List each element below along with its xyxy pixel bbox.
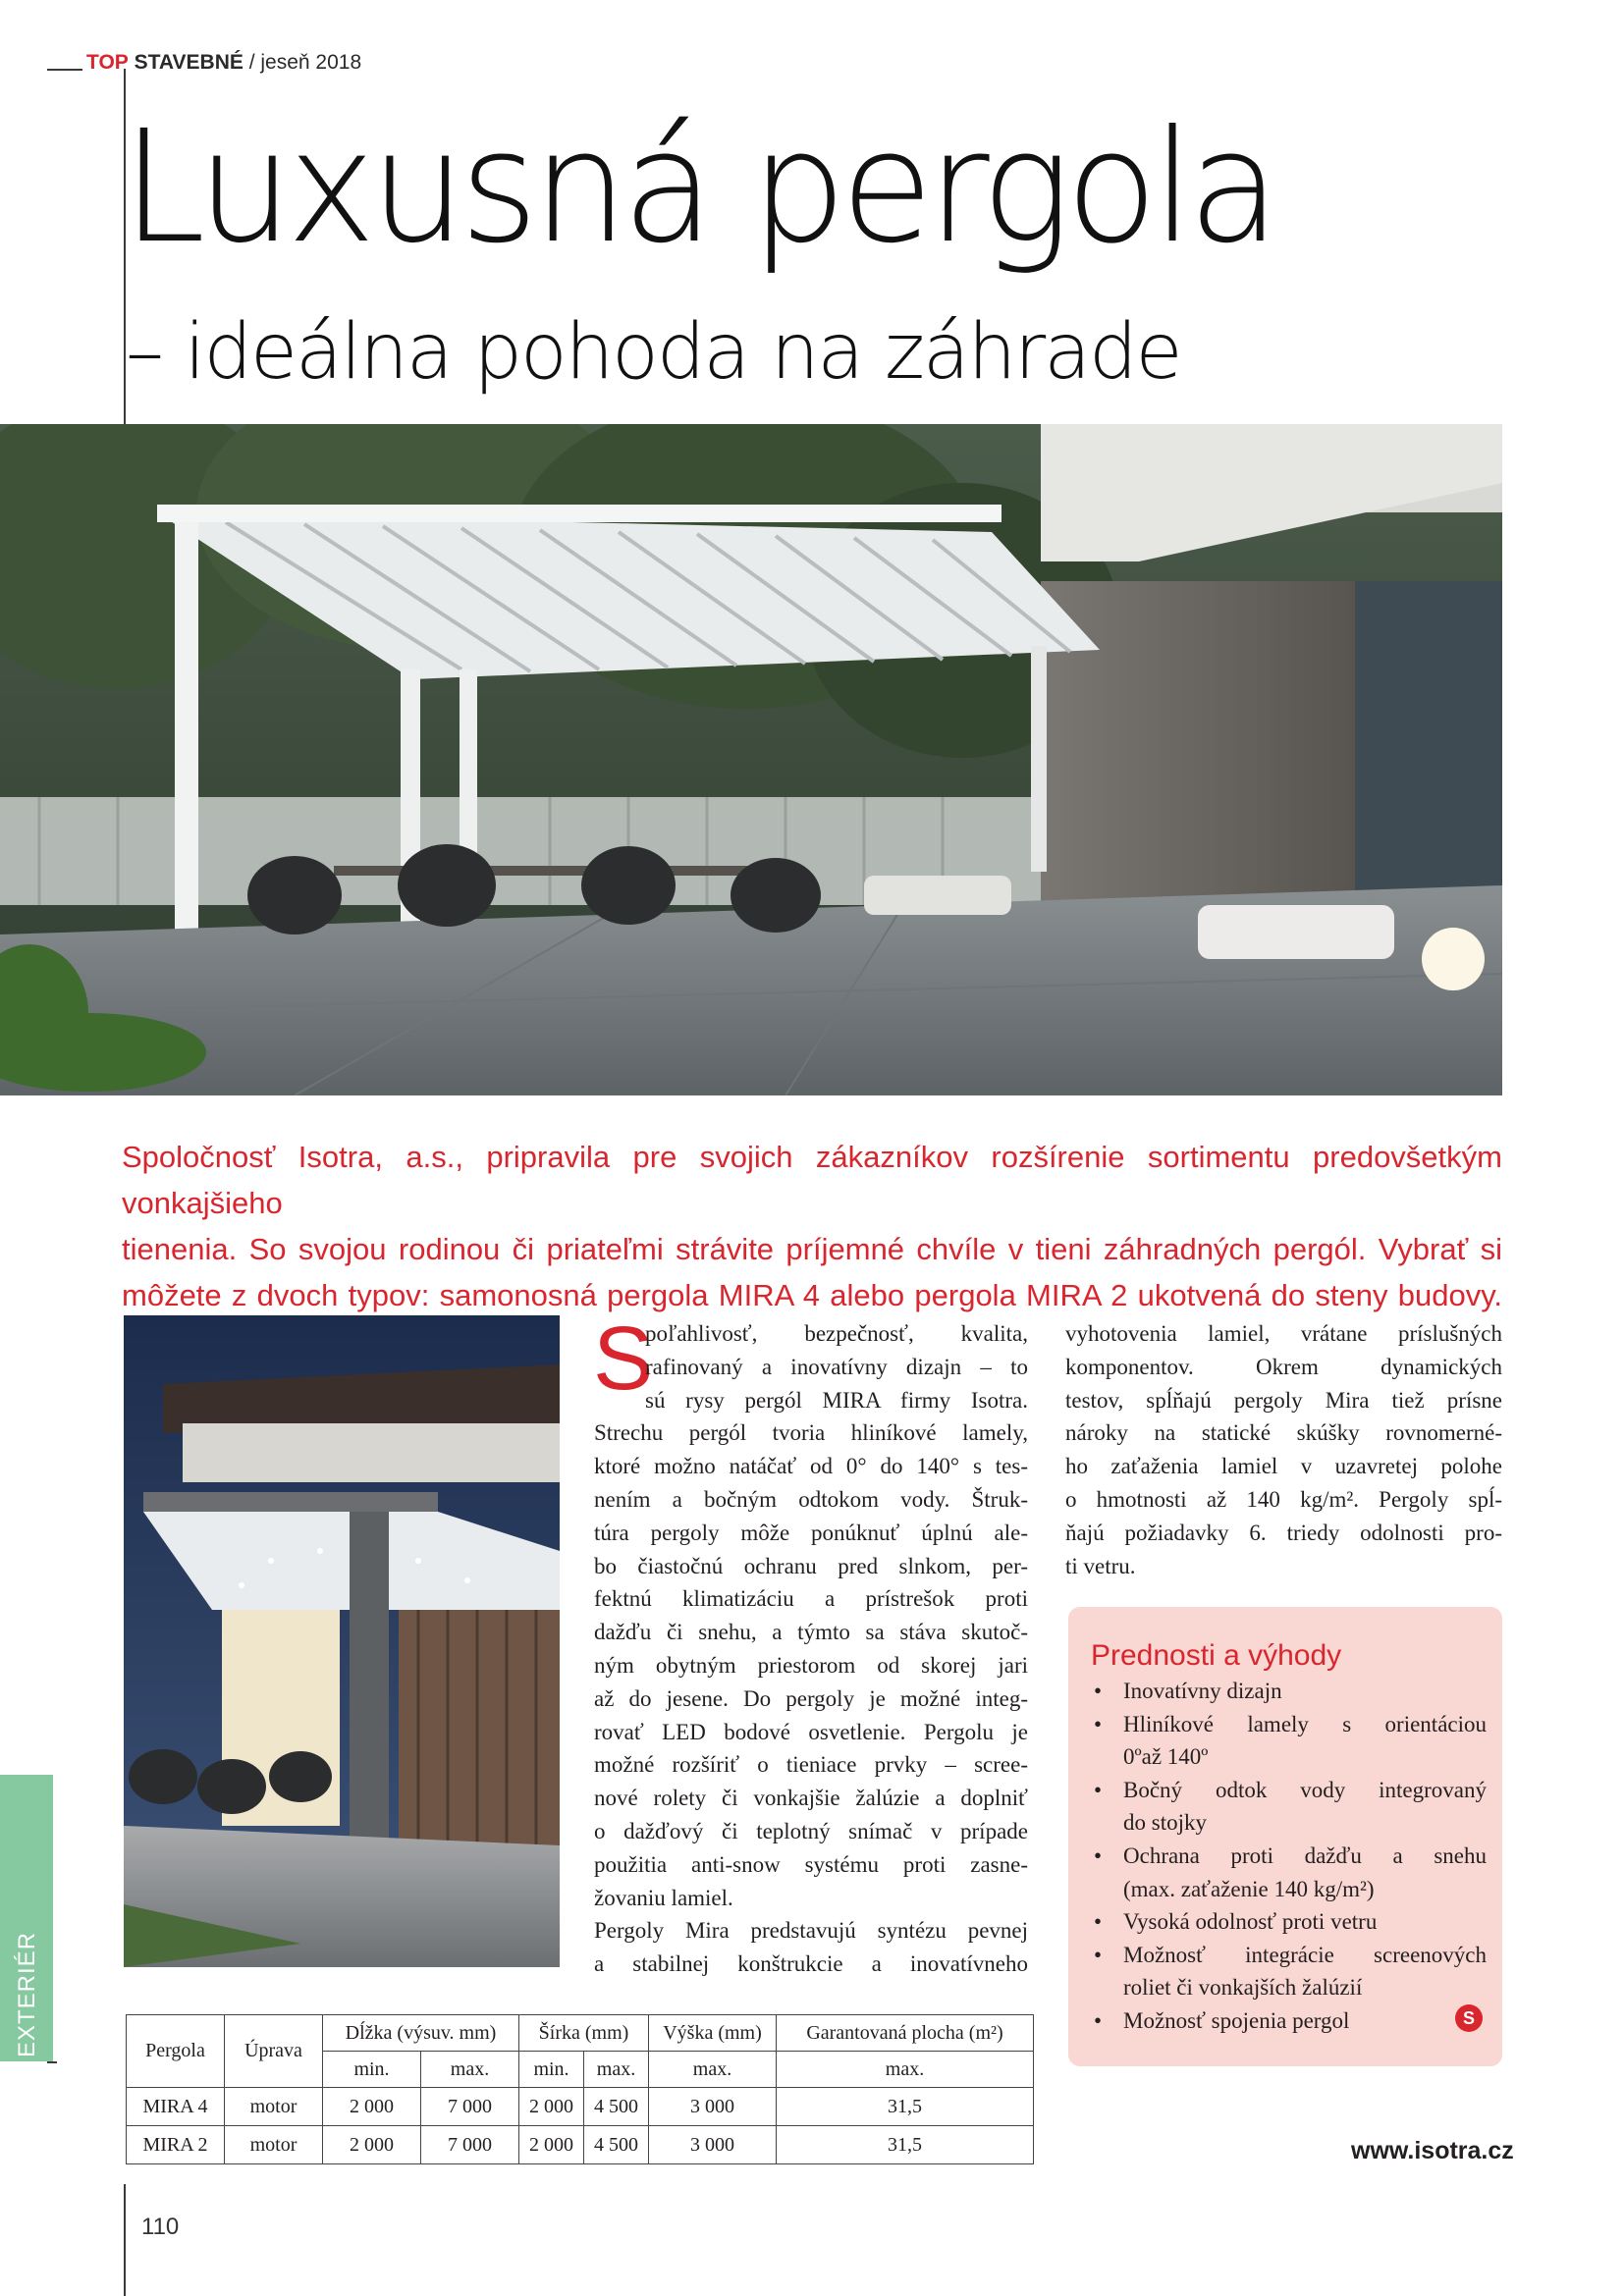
body-line: túra pergoly môže ponúknuť úplnú ale- [594, 1520, 1028, 1545]
table-row [127, 2088, 1034, 2126]
bullet-icon: • [1094, 1942, 1103, 1967]
advantage-text-cont: 0ºaž 140º [1123, 1744, 1209, 1770]
cell: 2 000 [323, 2088, 421, 2126]
cell: motor [225, 2088, 323, 2126]
cell: 2 000 [323, 2126, 421, 2164]
article-subtitle: – ideálna pohoda na záhrade [126, 308, 1181, 397]
body-column-1 [594, 1317, 1028, 1981]
section-tab-label: EXTERIÉR [14, 1931, 40, 2057]
advantage-text-cont: roliet či vonkajších žalúzií [1123, 1975, 1363, 2001]
body-line: poľahlivosť, bezpečnosť, kvalita, [645, 1321, 1028, 1346]
bullet-icon: • [1094, 1679, 1103, 1703]
bullet-icon: • [1094, 1909, 1103, 1935]
specs-table [126, 2014, 1034, 2164]
list-item [1090, 2004, 1487, 2038]
body-line: ti vetru. [1065, 1553, 1136, 1578]
list-item [1090, 1675, 1487, 1708]
header-top: TOP [86, 51, 129, 74]
pergola-dusk-illustration [124, 1315, 560, 1967]
table-header-row [127, 2015, 1034, 2052]
running-header [86, 51, 361, 75]
bullet-icon: • [1094, 1842, 1103, 1868]
body-line: o hmotnosti až 140 kg/m². Pergoly spĺ- [1065, 1486, 1502, 1512]
th-min: min. [519, 2052, 584, 2088]
header-rule [47, 69, 82, 71]
advantage-text: Možnosť integrácie screenových [1123, 1942, 1487, 1967]
body-line: použitia anti-snow systému proti zasne- [594, 1851, 1028, 1877]
list-item [1090, 1905, 1487, 1939]
th-uprava: Úprava [225, 2015, 323, 2088]
body-line: dažďu či snehu, a týmto sa stáva skutoč- [594, 1620, 1028, 1645]
cell: 31,5 [777, 2088, 1034, 2126]
advantage-text: Ochrana proti dažďu a snehu [1123, 1842, 1487, 1868]
table-row [127, 2126, 1034, 2164]
body-line: možné rozšíriť o tieniace prvky – scree- [594, 1752, 1028, 1778]
body-line: bo čiastočnú ochranu pred slnkom, per- [594, 1553, 1028, 1578]
hero-photo-illustration [0, 424, 1502, 1095]
th-sirka: Šírka (mm) [519, 2015, 649, 2052]
body-line: ho zaťaženia lamiel v uzavretej polohe [1065, 1454, 1502, 1479]
th-max: max. [421, 2052, 519, 2088]
body-line: rafinovaný a inovatívny dizajn – to [645, 1354, 1028, 1379]
th-max: max. [649, 2052, 777, 2088]
body-column-2 [1065, 1317, 1502, 1582]
th-max: max. [777, 2052, 1034, 2088]
pergola-dusk-photo [124, 1315, 560, 1967]
list-item [1090, 1840, 1487, 1905]
cell: MIRA 2 [127, 2126, 225, 2164]
th-dlzka: Dĺžka (výsuv. mm) [323, 2015, 519, 2052]
th-pergola: Pergola [127, 2015, 225, 2088]
cell: 4 500 [584, 2088, 649, 2126]
lead-line: môžete z dvoch typov: samonosná pergola MIRA 4 alebo pergola MIRA 2 ukotvená do steny budovy. [122, 1278, 1502, 1312]
cell: MIRA 4 [127, 2088, 225, 2126]
cell: 7 000 [421, 2088, 519, 2126]
body-line: sú rysy pergól MIRA firmy Isotra. [645, 1387, 1028, 1413]
body-line: nové rolety či vonkajšie žalúzie a doplniť [594, 1786, 1028, 1811]
list-item [1090, 1939, 1487, 2004]
footer-vertical-rule [124, 2184, 126, 2296]
advantages-list [1090, 1675, 1487, 2038]
lead-line: tienenia. So svojou rodinou či priateľmi strávite príjemné chvíle v tieni záhradných pergól. Vybrať si [122, 1232, 1502, 1266]
body-line: vyhotovenia lamiel, vrátane príslušných [1065, 1321, 1502, 1346]
hero-photo [0, 424, 1502, 1095]
body-line: ňajú požiadavky 6. triedy odolnosti pro- [1065, 1520, 1502, 1545]
advantage-text-cont: do stojky [1123, 1810, 1207, 1836]
body-line: žovaniu lamiel. [594, 1885, 733, 1910]
th-vyska: Výška (mm) [649, 2015, 777, 2052]
cell: 2 000 [519, 2126, 584, 2164]
body-line: fektnú klimatizáciu a prístrešok proti [594, 1586, 1028, 1612]
advantage-text-cont: (max. zaťaženie 140 kg/m²) [1123, 1876, 1375, 1901]
advantage-text: Vysoká odolnosť proti vetru [1123, 1909, 1378, 1935]
list-item [1090, 1708, 1487, 1774]
body-line: a stabilnej konštrukcie a inovatívneho [594, 1951, 1028, 1977]
advantage-text: Inovatívny dizajn [1123, 1679, 1282, 1703]
cell: 3 000 [649, 2126, 777, 2164]
section-tab-rule [47, 2061, 57, 2063]
body-line: ným obytným priestorom od skorej jari [594, 1652, 1028, 1678]
drop-cap: S [593, 1308, 654, 1409]
cell: 3 000 [649, 2088, 777, 2126]
list-item [1090, 1774, 1487, 1840]
body-line: ktoré možno natáčať od 0° do 140° s tes- [594, 1454, 1028, 1479]
lead-line: Spoločnosť Isotra, a.s., pripravila pre svojich zákazníkov rozšírenie sortimentu predovšetkým vonkajšieho [122, 1140, 1502, 1220]
body-line: nením a bočným odtokom vody. Štruk- [594, 1486, 1028, 1512]
isotra-s-logo-icon: S [1455, 2004, 1483, 2032]
header-magazine: STAVEBNÉ [134, 51, 244, 74]
advantage-text: Hliníkové lamely s orientáciou [1123, 1711, 1487, 1736]
body-line: nároky na statické skúšky rovnomerné- [1065, 1420, 1502, 1446]
body-line: komponentov. Okrem dynamických [1065, 1354, 1502, 1379]
header-separator: / [243, 51, 261, 74]
bullet-icon: • [1094, 1777, 1103, 1802]
lead-paragraph [122, 1134, 1502, 1318]
header-issue: jeseň 2018 [260, 51, 362, 74]
cell: 2 000 [519, 2088, 584, 2126]
cell: 31,5 [777, 2126, 1034, 2164]
body-line: testov, spĺňajú pergoly Mira tiež prísne [1065, 1387, 1502, 1413]
th-plocha: Garantovaná plocha (m²) [777, 2015, 1034, 2052]
body-line: až do jesene. Do pergoly je možné integ- [594, 1685, 1028, 1711]
bullet-icon: • [1094, 2007, 1103, 2033]
cell: 7 000 [421, 2126, 519, 2164]
th-min: min. [323, 2052, 421, 2088]
cell: 4 500 [584, 2126, 649, 2164]
body-line: rovať LED bodové osvetlenie. Pergolu je [594, 1719, 1028, 1744]
page-number: 110 [141, 2214, 180, 2240]
advantage-text: Možnosť spojenia pergol [1123, 2007, 1350, 2033]
body-line: o dažďový či teplotný snímač v prípade [594, 1818, 1028, 1843]
bullet-icon: • [1094, 1711, 1103, 1736]
advantage-text: Bočný odtok vody integrovaný [1123, 1777, 1487, 1802]
advantages-title: Prednosti a výhody [1091, 1639, 1342, 1672]
th-max: max. [584, 2052, 649, 2088]
body-line: Strechu pergól tvoria hliníkové lamely, [594, 1420, 1028, 1446]
article-title: Luxusná pergola [122, 97, 1275, 278]
body-line: Pergoly Mira predstavujú syntézu pevnej [594, 1918, 1028, 1944]
website-link[interactable]: www.isotra.cz [1351, 2137, 1514, 2164]
cell: motor [225, 2126, 323, 2164]
